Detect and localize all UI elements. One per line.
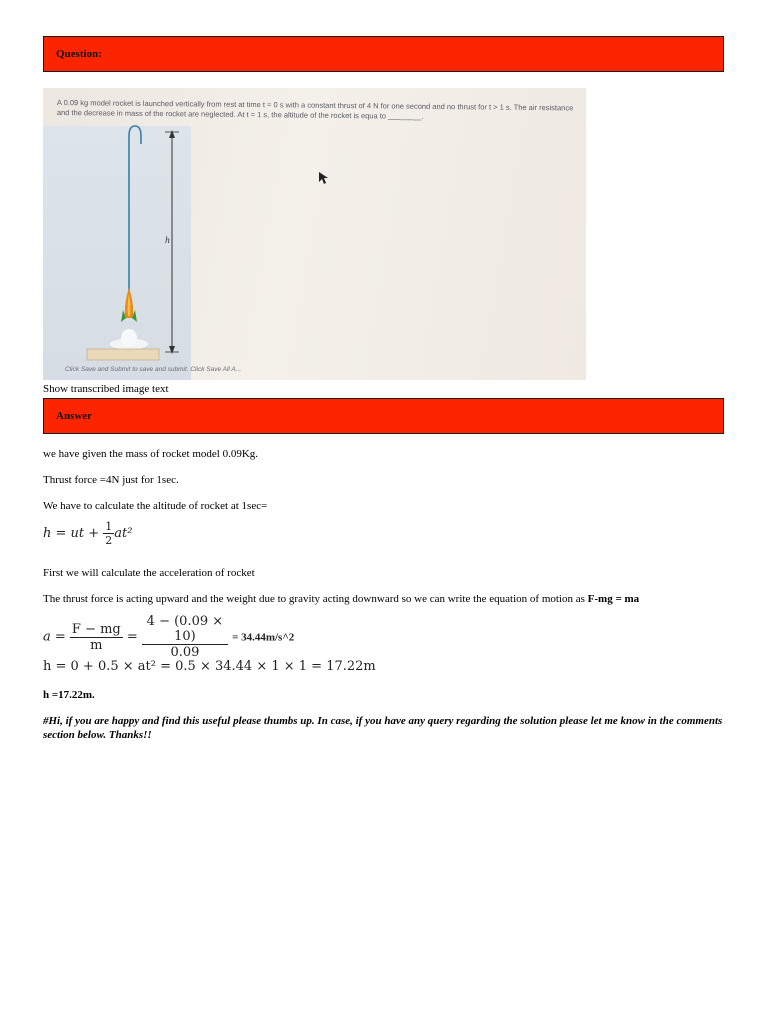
launch-pad xyxy=(87,349,159,360)
final-result: h =17.22m. xyxy=(43,689,95,701)
eq1-num: 1 xyxy=(105,520,113,533)
height-label: h xyxy=(165,236,171,245)
line-5-text: The thrust force is acting upward and the weight due to gravity acting downward so we can write the equation of motion as xyxy=(43,593,588,605)
arrow-bottom xyxy=(169,346,175,354)
cursor-icon xyxy=(319,172,328,184)
line-5-bold: F-mg = ma xyxy=(587,593,640,605)
eq2-lhs: a = xyxy=(43,629,70,645)
launch-rail xyxy=(129,126,141,306)
eq1-lhs: h = ut + xyxy=(43,526,104,541)
answer-label: Answer xyxy=(56,410,93,422)
eq1-rhs: at² xyxy=(114,526,133,541)
thanks-note: #Hi, if you are happy and find this useful please thumbs up. In case, if you have any query regarding the solution please let me know in the comments section below. Thanks!! xyxy=(43,715,723,741)
question-photo xyxy=(43,88,586,380)
answer-line-1: we have given the mass of rocket model 0.09Kg. xyxy=(43,448,259,460)
question-text: A 0.09 kg model rocket is launched vertically from rest at time t = 0 s with a constant thrust of 4 N for one second and no thrust for t > 1 s. The air resistance and the decrease in mass of the rocket are neglected. At t = 1 s, the altitude of the rocket is equa to ________. xyxy=(56,98,574,121)
photo-caption: Click Save and Submit to save and submit. Click Save All A... xyxy=(65,366,242,373)
equation-height: h = 0 + 0.5 × at² = 0.5 × 34.44 × 1 × 1 = 17.22m xyxy=(43,659,376,674)
answer-line-3: We have to calculate the altitude of rocket at 1sec= xyxy=(43,500,268,512)
eq2-result: = 34.44m/s^2 xyxy=(232,631,295,644)
answer-line-2: Thrust force =4N just for 1sec. xyxy=(43,474,179,486)
answer-line-5 xyxy=(43,593,639,605)
answer-line-4: First we will calculate the acceleration of rocket xyxy=(43,567,255,579)
show-transcribed-link[interactable]: Show transcribed image text xyxy=(43,383,169,395)
eq2-num1: F − mg xyxy=(71,621,121,637)
answer-header-bar xyxy=(43,398,724,434)
rocket-diagram xyxy=(43,88,586,380)
question-header-bar xyxy=(43,36,724,72)
question-label: Question: xyxy=(56,48,102,60)
eq2-eq: = xyxy=(122,629,142,645)
rocket-icon xyxy=(121,288,137,322)
arrow-top xyxy=(169,130,175,138)
eq2-den1: m xyxy=(90,637,103,653)
equation-acceleration xyxy=(43,614,294,660)
eq1-den: 2 xyxy=(105,534,113,547)
eq2-den2: 0.09 xyxy=(170,645,200,660)
eq2-num2: 4 − (0.09 × 10) xyxy=(142,614,228,645)
equation-altitude xyxy=(43,520,132,547)
